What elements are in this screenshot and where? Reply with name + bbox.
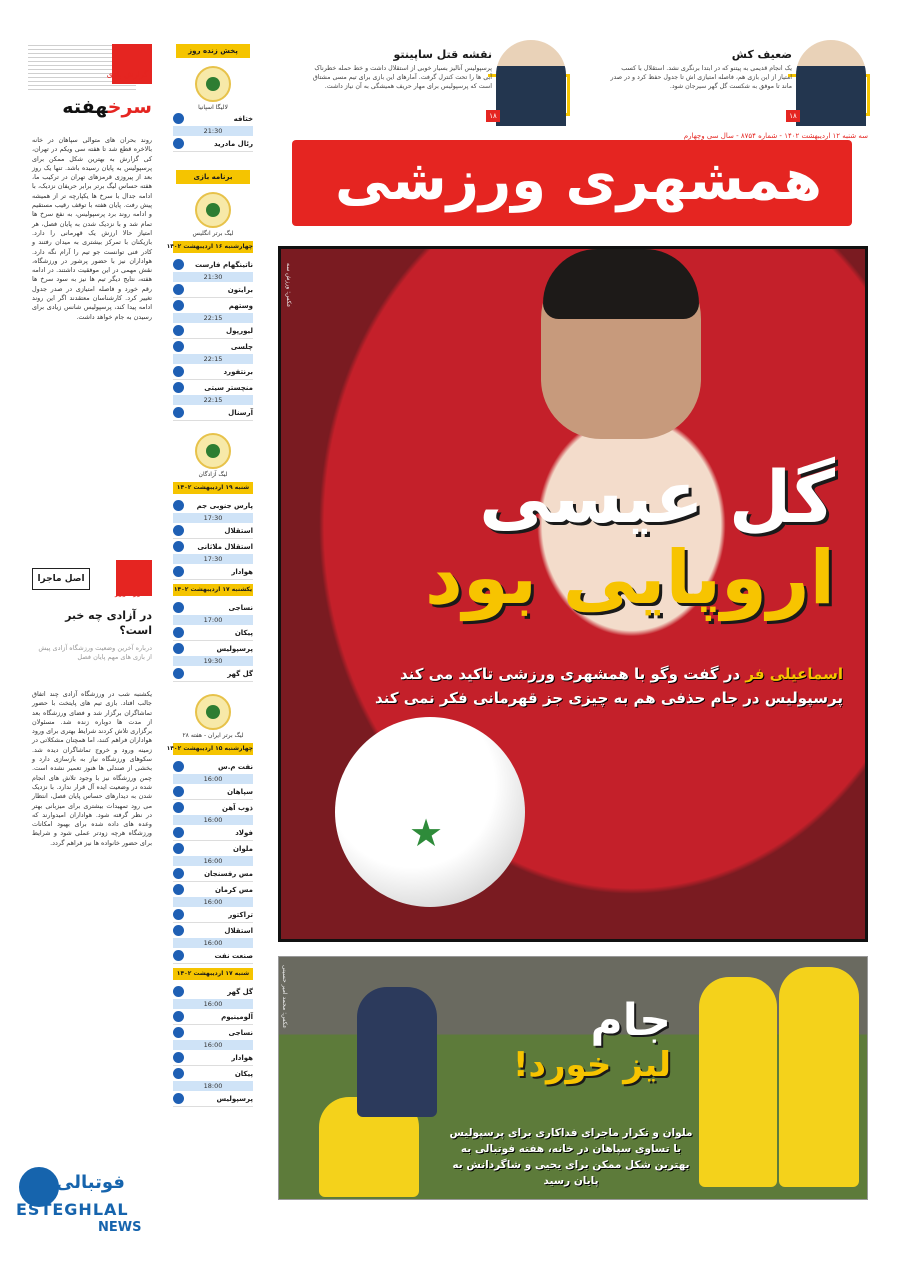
- column2-body: یکشنبه شب در ورزشگاه آزادی چند اتفاق جالب افتاد. بازی تیم های پایتخت با حضور تماشاگران برگزار شد و فضای ورزشگاه بعد از مدت ها دوباره زنده شد. مسئولان برگزاری تلاش کردند شرایط بهتری برای ورود هواداران فراهم کنند، اما همچنان مشکلاتی در زمینه ورود و خروج تماشاگران دیده شد. سکوهای ورزشگاه نیاز به بازسازی دارد و بخشی از صندلی ها هنوز تعمیر نشده است. چمن ورزشگاه نیز با وجود تلاش های انجام شده در وضعیت ایده آل قرار ندارد. با نزدیک شدن به دیدارهای حساس پایان فصل، انتظار می رود تمهیدات بیشتری برای میزبانی بهتر در نظر گرفته شود. هواداران امیدوارند که وعده های داده شده برای بهبود امکانات ورزشگاه هرچه زودتر عملی شود و شرایط برای حضور خانواده ها نیز فراهم گردد.: [32, 690, 152, 847]
- team-crest-icon: [173, 986, 184, 997]
- subheadline-1: [399, 665, 843, 683]
- column2-logo: اصل ماجرا: [32, 568, 90, 590]
- match-time: 16:00: [173, 938, 253, 948]
- teaser-title: نقشه قتل ساپینتو: [393, 48, 492, 61]
- home-team: ذوب آهن: [173, 800, 253, 815]
- team-crest-icon: [173, 113, 184, 124]
- away-team: فولاد: [173, 825, 253, 840]
- masthead: [272, 128, 874, 228]
- away-team: آرسنال: [173, 405, 253, 420]
- match-row[interactable]: [173, 882, 253, 923]
- match-row[interactable]: [173, 380, 253, 421]
- away-team: مس رفسنجان: [173, 866, 253, 881]
- team-crest-icon: [173, 1027, 184, 1038]
- teaser-text: یک انجام قدیمی به پیتنو که در ابتدا برنگری نشد. استقلال با کسب امتیاز از این بازی هم، فاصله امتیازی اش تا جدول حفظ کرد و در صدر ماند تا موفق به شکست گل گهر سیرجان شود.: [610, 65, 792, 90]
- match-time: 19:30: [173, 656, 253, 666]
- column-kicker: گزارش بازی: [106, 70, 148, 79]
- league-block-pro: [174, 694, 252, 739]
- team-crest-icon: [173, 525, 184, 536]
- column-body: روند بحران های متوالی سپاهان در خانه بالاخره قطع شد تا هفته سی ویکم در تهران، کی گزارش به بهترین شکل ممکن برای پرسپولیس به پایان رسیده باشد. تنها یک روز بعد از پیروزی قرمزهای تهران در ترکیب ما، هفته حساس لیگ برتر برابر حریفان نزدیک، با ادامه جدال با سرخ ها یکپارچه تر از همیشه پیش رفت. پایان هفته با توقف رقیب مستقیم و ادامه روند برد پرسپولیس، به نفع سرخ ها تمام شد و با نزدیک شدن به پایان فصل، هر امتیاز حالا ارزش یک قهرمانی را دارد. بازیکنان با تمرکز بیشتری به میدان رفتند و کادر فنی توانست جو تیم را آرام نگه دارد. هواداران نیز با حضور پرشور در ورزشگاه، نقش مهمی در این موفقیت داشتند. در ادامه هفته، نتایج دیگر تیم ها نیز به سود سرخ ها رقم خورد و فاصله امتیازی در صدر جدول تغییر کرد. کارشناسان معتقدند اگر این روند ادامه پیدا کند، پرسپولیس شانس زیادی برای رسیدن به جام خواهد داشت.: [32, 136, 152, 321]
- team-crest-icon: [173, 341, 184, 352]
- team-crest-icon: [173, 500, 184, 511]
- pro-league-logo-icon: [195, 694, 231, 730]
- home-team: پارس جنوبی جم: [173, 498, 253, 513]
- team-crest-icon: [173, 1093, 184, 1104]
- premier-league-logo-icon: [195, 192, 231, 228]
- azadegan-league-logo-icon: [195, 433, 231, 469]
- program-header: برنامه بازی: [176, 170, 250, 184]
- home-team: پرسپولیس: [173, 641, 253, 656]
- match-time: 21:30: [173, 126, 253, 136]
- home-team: ختافه: [173, 111, 253, 126]
- match-row[interactable]: [173, 759, 253, 800]
- team-crest-icon: [173, 950, 184, 961]
- team-crest-icon: [173, 884, 184, 895]
- team-crest-icon: [173, 802, 184, 813]
- team-crest-icon: [173, 925, 184, 936]
- star-icon: ★: [409, 811, 444, 855]
- match-time: 16:00: [173, 999, 253, 1009]
- match-date: یکشنبه ۱۷ اردیبهشت ۱۴۰۲: [173, 584, 253, 596]
- team-crest-icon: [173, 284, 184, 295]
- newspaper-logo-text: همشهری ورزشی: [335, 148, 822, 213]
- player-hair: [543, 249, 699, 319]
- team-crest-icon: [173, 602, 184, 613]
- live-broadcast-header: پخش زنده روز: [176, 44, 250, 58]
- home-team: استقلال ملاثانی: [173, 539, 253, 554]
- league-name: لیگ برتر انگلیس: [192, 230, 234, 237]
- watermark-line-2: NEWS: [98, 1220, 142, 1235]
- player-figure: [357, 987, 437, 1117]
- teaser-photo: [496, 40, 566, 126]
- teaser-photo: [796, 40, 866, 126]
- column-title[interactable]: [62, 96, 152, 118]
- team-crest-icon: [173, 627, 184, 638]
- subheadline-rest: در گفت وگو با همشهری ورزشی تاکید می کند: [399, 665, 746, 683]
- away-team: پرسپولیس: [173, 1091, 253, 1106]
- column-title-accent: سرخ: [107, 96, 152, 118]
- league-block-epl: [174, 192, 252, 237]
- match-date: شنبه ۱۷ اردیبهشت ۱۴۰۲: [173, 968, 253, 980]
- match-date: چهارشنبه ۱۶ اردیبهشت ۱۴۰۲: [173, 241, 253, 253]
- column-title-main: هفته: [62, 96, 108, 118]
- team-crest-icon: [173, 761, 184, 772]
- match-row[interactable]: [173, 841, 253, 882]
- match-time: 17:30: [173, 513, 253, 523]
- league-name: لالیگا اسپانیا: [198, 104, 228, 111]
- player-figure: [699, 977, 777, 1187]
- match-row[interactable]: [173, 111, 253, 152]
- team-crest-icon: [173, 566, 184, 577]
- azadegan-match-list: [170, 498, 256, 580]
- main-photo[interactable]: [278, 246, 868, 942]
- laliga-logo-icon: [195, 66, 231, 102]
- match-time: 16:00: [173, 815, 253, 825]
- away-team: سپاهان: [173, 784, 253, 799]
- match-time: 17:00: [173, 615, 253, 625]
- photo-credit: عکس: ورزش سه: [285, 263, 292, 308]
- home-team: ملوان: [173, 841, 253, 856]
- bottom-photo[interactable]: [278, 956, 868, 1200]
- league-name: لیگ آزادگان: [198, 471, 228, 478]
- match-time: 17:30: [173, 554, 253, 564]
- match-date: شنبه ۱۹ اردیبهشت ۱۴۰۲: [173, 482, 253, 494]
- match-time: 22:15: [173, 313, 253, 323]
- match-row[interactable]: [173, 641, 253, 682]
- away-team: هوادار: [173, 1050, 253, 1065]
- away-team: استقلال: [173, 523, 253, 538]
- teaser-title: ضعیف کش: [731, 48, 792, 61]
- away-team: برنتفورد: [173, 364, 253, 379]
- bottom-headline-2: لیز خورد!: [513, 1045, 671, 1085]
- match-row[interactable]: [173, 800, 253, 841]
- home-team: منچستر سیتی: [173, 380, 253, 395]
- match-time: 21:30: [173, 272, 253, 282]
- teaser-weak-killer[interactable]: [576, 40, 872, 128]
- team-crest-icon: [173, 366, 184, 377]
- team-crest-icon: [173, 786, 184, 797]
- away-team: تراکتور: [173, 907, 253, 922]
- team-crest-icon: [173, 541, 184, 552]
- home-team: نساجی: [173, 600, 253, 615]
- teaser-text: پرسپولیس آنالیز بسیار خوبی از استقلال داشت و خط حمله خطرناک آبی ها را تحت کنترل گرفت. آمارهای این بازی برای تیم مسی مشتاق است که پرسپولیس برای مهار حریف همیشگی به آن نیاز داشت.: [312, 65, 492, 90]
- match-row[interactable]: [173, 923, 253, 964]
- league-block-laliga: [174, 66, 252, 111]
- match-row[interactable]: [173, 257, 253, 298]
- away-team: لیورپول: [173, 323, 253, 338]
- match-row[interactable]: [173, 1025, 253, 1066]
- epl-match-list: [170, 257, 256, 421]
- watermark-line-1: ESTEGHLAL: [16, 1200, 129, 1219]
- home-team: گل گهر: [173, 984, 253, 999]
- team-crest-icon: [173, 668, 184, 679]
- azadegan-match-list-2: [170, 600, 256, 682]
- team-crest-icon: [173, 843, 184, 854]
- match-row[interactable]: [173, 298, 253, 339]
- subheadline-name: اسماعیلی فر: [745, 665, 843, 683]
- away-team: هوادار: [173, 564, 253, 579]
- subheadline-2: پرسپولیس در جام حذفی هم به چیزی جز قهرمانی فکر نمی کند: [375, 689, 843, 707]
- home-team: چلسی: [173, 339, 253, 354]
- team-crest-icon: [173, 382, 184, 393]
- team-crest-icon: [173, 1011, 184, 1022]
- match-time: 16:00: [173, 897, 253, 907]
- team-crest-icon: [173, 300, 184, 311]
- home-team: نساجی: [173, 1025, 253, 1040]
- team-crest-icon: [173, 868, 184, 879]
- match-row[interactable]: [173, 339, 253, 380]
- page-number-badge: ۱۸: [786, 110, 800, 122]
- pro-match-list-2: [170, 984, 256, 1107]
- column2-kicker: سوژه روز: [114, 588, 148, 597]
- issue-date-line: سه شنبه ۱۲ اردیبهشت ۱۴۰۲ - شماره ۸۷۵۴ - سال سی وچهارم: [683, 132, 868, 140]
- team-crest-icon: [173, 643, 184, 654]
- match-time: 18:00: [173, 1081, 253, 1091]
- league-name: لیگ برتر ایران - هفته ۲۸: [182, 732, 244, 739]
- home-team: نفت م.س: [173, 759, 253, 774]
- watermark-badge-text: فوتبالی: [56, 1172, 125, 1193]
- photo-credit: عکس: محمد امیر حسینی: [281, 965, 288, 1029]
- player-figure: [779, 967, 859, 1187]
- column2-title[interactable]: در آزادی چه خبر است؟: [65, 609, 152, 637]
- match-row[interactable]: [173, 539, 253, 580]
- match-time: 22:15: [173, 395, 253, 405]
- match-time: 22:15: [173, 354, 253, 364]
- watermark: [6, 1150, 176, 1250]
- team-crest-icon: [173, 827, 184, 838]
- away-team: صنعت نفت: [173, 948, 253, 963]
- home-team: پیکان: [173, 1066, 253, 1081]
- headline-line-1: گل عیسی: [479, 455, 835, 539]
- team-crest-icon: [173, 1068, 184, 1079]
- home-team: مس کرمان: [173, 882, 253, 897]
- top-teasers: [272, 40, 872, 128]
- away-team: آلومینیوم: [173, 1009, 253, 1024]
- left-column: [28, 40, 156, 1200]
- away-team: رئال مادرید: [173, 136, 253, 151]
- sport-program-column: [166, 40, 256, 1200]
- match-row[interactable]: [173, 1066, 253, 1107]
- bottom-headline[interactable]: [513, 997, 671, 1085]
- team-crest-icon: [173, 1052, 184, 1063]
- teaser-sapinto[interactable]: [276, 40, 572, 128]
- league-block-azadegan: [174, 433, 252, 478]
- match-row[interactable]: [173, 498, 253, 539]
- match-time: 16:00: [173, 1040, 253, 1050]
- match-time: 16:00: [173, 774, 253, 784]
- newspaper-logo[interactable]: [292, 140, 852, 226]
- page-number-badge: ۱۸: [486, 110, 500, 122]
- team-crest-icon: [173, 407, 184, 418]
- away-team: برایتون: [173, 282, 253, 297]
- headline-line-2: اروپایی بود: [424, 535, 835, 621]
- match-row[interactable]: [173, 984, 253, 1025]
- team-crest-icon: [173, 325, 184, 336]
- home-team: وستهم: [173, 298, 253, 313]
- home-team: ناتینگهام فارست: [173, 257, 253, 272]
- match-row[interactable]: [173, 600, 253, 641]
- match-time: 16:00: [173, 856, 253, 866]
- bottom-description: ملوان و تکرار ماجرای فداکاری برای پرسپولیس با تساوی سپاهان در خانه، هفته فوتبالی به بهترین شکل ممکن برای یحیی و شاگردانش به پایان رسید: [449, 1127, 693, 1187]
- team-crest-icon: [173, 259, 184, 270]
- match-date: چهارشنبه ۱۵ اردیبهشت ۱۴۰۲: [173, 743, 253, 755]
- main-headline[interactable]: [425, 457, 835, 619]
- away-team: گل گهر: [173, 666, 253, 681]
- team-crest-icon: [173, 138, 184, 149]
- pro-match-list: [170, 759, 256, 964]
- home-team: استقلال: [173, 923, 253, 938]
- bottom-headline-1: جام: [590, 995, 671, 1046]
- team-crest-icon: [173, 909, 184, 920]
- column2-intro: درباره آخرین وضعیت ورزشگاه آزادی پیش از بازی های مهم پایان فصل: [38, 644, 152, 661]
- away-team: پیکان: [173, 625, 253, 640]
